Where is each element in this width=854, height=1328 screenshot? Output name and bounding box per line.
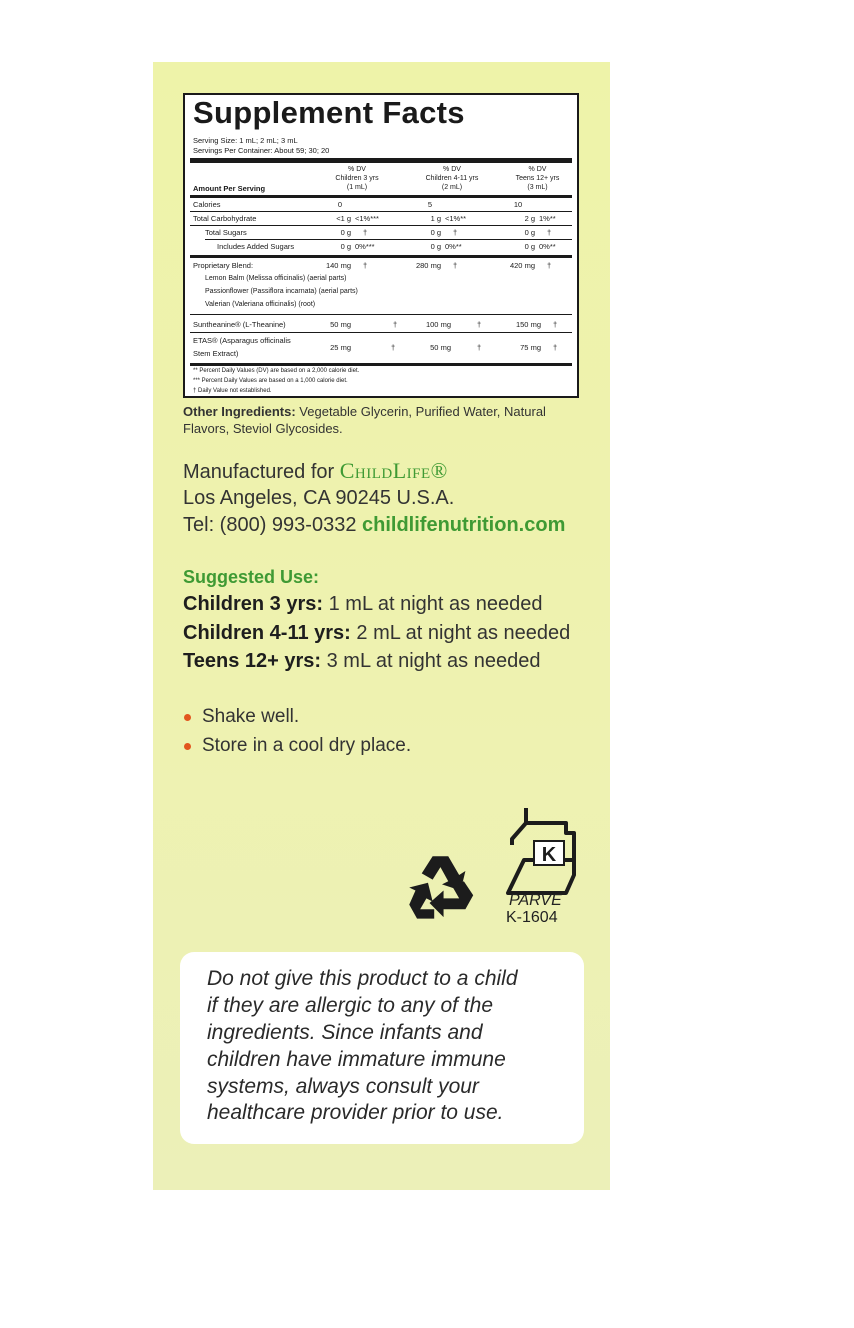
brand-logo: ChildLife® bbox=[339, 458, 448, 483]
col2-size: (2 mL) bbox=[441, 184, 463, 191]
suggested-use-heading: Suggested Use: bbox=[183, 567, 320, 587]
suntheanine-2: 100 mg bbox=[425, 320, 451, 329]
instruction-shake: Shake well. bbox=[202, 706, 300, 727]
etas-dv-3: † bbox=[553, 343, 558, 352]
thick-rule bbox=[190, 158, 572, 163]
blend-2: 280 mg bbox=[415, 261, 441, 270]
warning-line: healthcare provider prior to use. bbox=[207, 1101, 504, 1124]
col1-group: Children 3 yrs bbox=[335, 175, 379, 182]
etas-label-2: Stem Extract) bbox=[193, 349, 239, 358]
blend-3: 420 mg bbox=[509, 261, 535, 270]
col1-dv: % DV bbox=[348, 166, 366, 173]
dose-line bbox=[183, 622, 570, 645]
ingredients-text: Vegetable Glycerin, Purified Water, Natural bbox=[295, 404, 546, 419]
suntheanine-dv-1: † bbox=[393, 320, 398, 329]
added-dv-1: 0%*** bbox=[355, 242, 375, 251]
blend-dv-1: † bbox=[363, 261, 368, 270]
warning-line: systems, always consult your bbox=[207, 1075, 479, 1098]
manufactured-for bbox=[183, 458, 448, 484]
other-ingredients-line1 bbox=[183, 404, 546, 419]
added-3: 0 g bbox=[524, 242, 535, 251]
blend-item: Passionflower (Passiflora incarnata) (aerial parts) bbox=[205, 288, 358, 295]
sugars-dv-2: † bbox=[453, 228, 458, 237]
blend-1: 140 mg bbox=[325, 261, 351, 270]
row-rule bbox=[205, 239, 572, 240]
blend-item: Lemon Balm (Melissa officinalis) (aerial parts) bbox=[205, 275, 347, 282]
carb-dv-1: <1%*** bbox=[355, 214, 379, 223]
added-sugars-label: Includes Added Sugars bbox=[217, 242, 295, 251]
etas-label-1: ETAS® (Asparagus officinalis bbox=[193, 336, 291, 345]
calories-2: 5 bbox=[427, 200, 433, 209]
sugars-3: 0 g bbox=[524, 228, 535, 237]
etas-1: 25 mg bbox=[330, 343, 351, 352]
dose-line bbox=[183, 593, 542, 616]
sugars-1: 0 g bbox=[340, 228, 351, 237]
etas-3: 75 mg bbox=[520, 343, 541, 352]
blend-item: Valerian (Valeriana officinalis) (root) bbox=[205, 301, 316, 308]
col-header-1 bbox=[327, 165, 387, 192]
blend-dv-2: † bbox=[453, 261, 458, 270]
serving-size: Serving Size: 1 mL; 2 mL; 3 mL bbox=[193, 136, 298, 145]
suntheanine-label: Suntheanine® (L-Theanine) bbox=[193, 320, 286, 329]
col3-dv: % DV bbox=[528, 166, 547, 173]
dose-group: Children 3 yrs: bbox=[183, 593, 324, 615]
dose-amount: 3 mL at night as needed bbox=[321, 650, 541, 672]
suntheanine-1: 50 mg bbox=[330, 320, 351, 329]
row-rule bbox=[190, 211, 572, 212]
contact-line bbox=[183, 514, 565, 537]
address: Los Angeles, CA 90245 U.S.A. bbox=[183, 487, 455, 509]
added-1: 0 g bbox=[340, 242, 351, 251]
parve-label: PARVE bbox=[509, 892, 562, 909]
sugars-dv-3: † bbox=[547, 228, 552, 237]
carb-1: <1 g bbox=[336, 214, 351, 223]
etas-2: 50 mg bbox=[430, 343, 451, 352]
etas-dv-1: † bbox=[391, 343, 396, 352]
col2-group: Children 4-11 yrs bbox=[425, 175, 479, 182]
warning-line: if they are allergic to any of the bbox=[207, 994, 493, 1017]
row-rule bbox=[190, 332, 572, 333]
warning-line: children have immature immune bbox=[207, 1048, 506, 1071]
col-header-2 bbox=[417, 165, 487, 192]
suntheanine-3: 150 mg bbox=[515, 320, 541, 329]
added-dv-2: 0%** bbox=[445, 242, 462, 251]
calories-3: 10 bbox=[513, 200, 523, 209]
footnote: † Daily Value not established. bbox=[193, 388, 272, 394]
footnote-rule bbox=[190, 363, 572, 366]
dose-amount: 1 mL at night as needed bbox=[323, 593, 543, 615]
carb-dv-2: <1%** bbox=[445, 214, 467, 223]
col3-group: Teens 12+ yrs bbox=[515, 175, 560, 182]
facts-title: Supplement Facts bbox=[193, 95, 465, 130]
dose-amount: 2 mL at night as needed bbox=[350, 622, 571, 644]
kosher-code: K-1604 bbox=[506, 909, 558, 926]
warning-line: ingredients. Since infants and bbox=[207, 1021, 483, 1044]
header-rule bbox=[190, 195, 572, 198]
footnote: *** Percent Daily Values are based on a 1,000 calorie diet. bbox=[193, 378, 348, 384]
sugars-label: Total Sugars bbox=[205, 228, 247, 237]
manufactured-for-label: Manufactured for bbox=[183, 461, 340, 483]
sugars-2: 0 g bbox=[430, 228, 441, 237]
etas-dv-2: † bbox=[477, 343, 482, 352]
kosher-letter: K bbox=[541, 844, 557, 866]
ingredients-label: Other Ingredients: bbox=[183, 404, 296, 419]
suntheanine-dv-3: † bbox=[553, 320, 558, 329]
sugars-dv-1: † bbox=[363, 228, 368, 237]
carb-dv-3: 1%** bbox=[539, 214, 556, 223]
col-header-3 bbox=[505, 165, 570, 192]
instruction-store: Store in a cool dry place. bbox=[202, 735, 412, 756]
col2-dv: % DV bbox=[443, 166, 461, 173]
added-2: 0 g bbox=[430, 242, 441, 251]
blend-label: Proprietary Blend: bbox=[193, 261, 254, 270]
col1-size: (1 mL) bbox=[346, 184, 368, 191]
supplement-facts-box bbox=[183, 93, 579, 398]
col3-size: (3 mL) bbox=[527, 184, 548, 191]
suntheanine-dv-2: † bbox=[477, 320, 482, 329]
row-rule bbox=[190, 314, 572, 315]
bullet-dot-icon bbox=[184, 714, 191, 721]
dose-group: Teens 12+ yrs: bbox=[183, 650, 322, 672]
servings-per-container: Servings Per Container: About 59; 30; 20 bbox=[193, 146, 330, 155]
dose-group: Children 4-11 yrs: bbox=[183, 622, 351, 644]
footnote: ** Percent Daily Values (DV) are based on a 2,000 calorie diet. bbox=[193, 368, 360, 374]
phone: Tel: (800) 993-0332 bbox=[183, 514, 363, 536]
added-dv-3: 0%** bbox=[539, 242, 556, 251]
carb-2: 1 g bbox=[430, 214, 441, 223]
blend-dv-3: † bbox=[547, 261, 552, 270]
section-rule bbox=[190, 255, 572, 258]
row-rule bbox=[190, 225, 572, 226]
carb-label: Total Carbohydrate bbox=[193, 214, 257, 223]
calories-label: Calories bbox=[193, 200, 221, 209]
recycle-icon bbox=[403, 850, 481, 928]
dose-line bbox=[183, 650, 540, 673]
other-ingredients-line2: Flavors, Steviol Glycosides. bbox=[183, 421, 343, 436]
calories-1: 0 bbox=[337, 200, 343, 209]
website-link: childlifenutrition.com bbox=[362, 514, 566, 536]
bullet-dot-icon bbox=[184, 743, 191, 750]
warning-line: Do not give this product to a child bbox=[207, 967, 518, 990]
kosher-k-icon bbox=[500, 805, 586, 900]
carb-3: 2 g bbox=[524, 214, 535, 223]
amount-per-serving: Amount Per Serving bbox=[193, 184, 266, 193]
